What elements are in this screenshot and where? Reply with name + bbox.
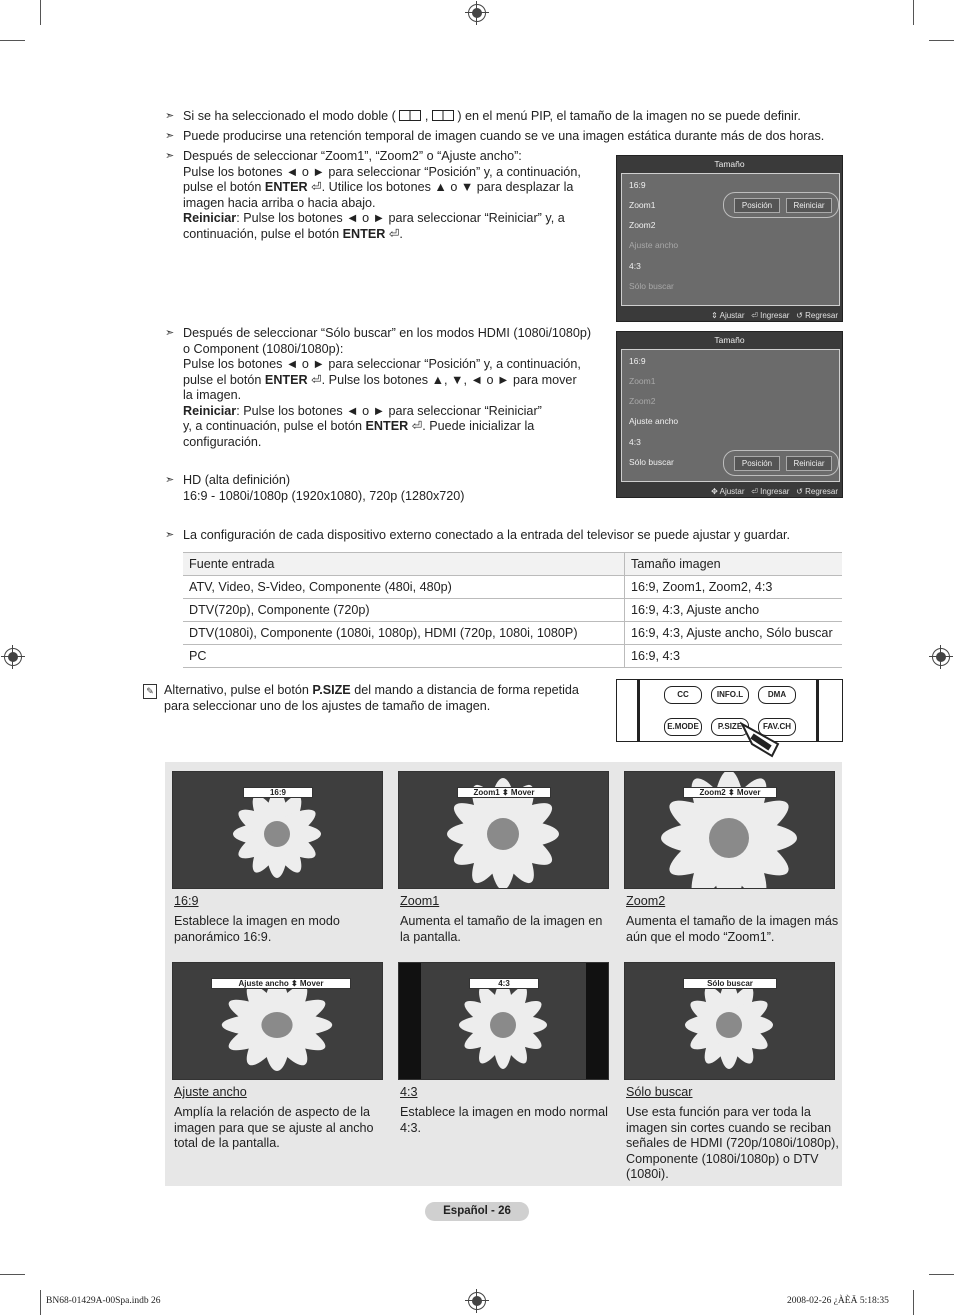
note-arrow-icon: ➣ [165,150,175,162]
mode-label: Zoom1 ⬍ Mover [457,787,551,798]
remote-cc-button[interactable]: CC [664,686,702,704]
osd-item[interactable]: 16:9 [629,356,646,366]
osd-size-menu-zoom [616,155,843,322]
osd-item: Zoom1 [629,376,656,386]
osd-list [621,173,840,306]
table-cell: 16:9, 4:3 [625,645,843,668]
table-cell: 16:9, 4:3, Ajuste ancho [625,599,843,622]
updown-icon: ⇕ [711,311,718,320]
osd-title: Tamaño [714,335,745,345]
table-cell: 16:9, Zoom1, Zoom2, 4:3 [625,576,843,599]
mode-label: Zoom2 ⬍ Mover [683,787,777,798]
mode-title: Zoom1 [400,894,440,908]
print-slug-right: 2008-02-26 ¿ÀÈÄ 5:18:35 [787,1296,889,1306]
table-header-row [183,553,842,576]
mode-title: Ajuste ancho [174,1085,247,1099]
osd-item[interactable]: Ajuste ancho [629,416,679,426]
mode-title: Sólo buscar [626,1085,693,1099]
mode-title: Zoom2 [626,894,666,908]
enter-icon: ⏎ [751,487,758,496]
enter-icon: ⏎ [388,226,400,241]
note-config: La configuración de cada dispositivo externo conectado a la entrada del televisor se puede ajustar y guardar. [183,528,790,542]
osd-item: Zoom2 [629,396,656,406]
osd-item: Sólo buscar [629,281,674,291]
remote-edge [816,679,819,742]
note-arrow-icon: ➣ [165,110,175,122]
note-retention: Puede producirse una retención temporal de imagen cuando se ve una imagen estática durante más de dos horas. [183,129,825,143]
note-arrow-icon: ➣ [165,327,175,339]
preview-zoom1-image [398,771,609,889]
remote-info-button[interactable]: INFO.L [711,686,749,704]
table-row [183,622,842,645]
position-button[interactable]: Posición [734,198,780,213]
osd-footer: ✥ Ajustar ⏎ Ingresar ↺ Regresar [711,487,838,496]
table-header: Tamaño imagen [625,553,843,576]
crop-mark [929,40,954,41]
osd-item: Ajuste ancho [629,240,679,250]
crop-mark [0,40,25,41]
table-cell: DTV(1080i), Componente (1080i, 1080p), HDMI (720p, 1080i, 1080P) [183,622,625,645]
registration-mark-icon [4,648,22,666]
remote-favch-button[interactable]: FAV.CH [758,718,796,736]
table-cell: PC [183,645,625,668]
mode-description: Establece la imagen en modo panorámico 16:9. [174,914,340,944]
print-slug-left: BN68-01429A-00Spa.indb 26 [46,1296,161,1306]
pointing-hand-icon [738,716,788,758]
remote-dma-button[interactable]: DMA [758,686,796,704]
pip-double-icon-2 [432,110,454,121]
preview-16-9-image [172,771,383,889]
crop-mark [40,1290,41,1315]
move-icon: ✥ [711,487,718,496]
enter-icon: ⏎ [311,180,322,194]
note-hd: HD (alta definición) 16:9 - 1080i/1080p (1920x1080), 720p (1280x720) [183,473,465,503]
enter-icon: ⏎ [411,419,423,433]
table-cell: ATV, Video, S-Video, Componente (480i, 480p) [183,576,625,599]
mode-description: Amplía la relación de aspecto de la imagen para que se ajuste al ancho total de la pantalla. [174,1105,374,1150]
note-arrow-icon: ➣ [165,130,175,142]
osd-item[interactable]: Zoom2 [629,220,656,230]
preview-zoom2-image [624,771,835,889]
mode-label: Sólo buscar [683,978,777,989]
reset-button[interactable]: Reiniciar [786,198,832,213]
remote-illustration [616,679,843,742]
note-pip: Si se ha seleccionado el modo doble ( , ) en el menú PIP, el tamaño de la imagen no se puede definir. [183,109,801,123]
pip-double-icon [399,110,421,121]
mode-label: Ajuste ancho ⬍ Mover [211,978,351,989]
mode-title: 4:3 [400,1085,418,1099]
note-memo-icon: ✎ [143,684,157,699]
position-popup [723,450,839,476]
mode-description: Use esta función para ver toda la imagen sin cortes cuando se reciban señales de HDMI (720p/1080i/1080p), Componente (1080i/1080p) o DTV (1080i). [626,1105,839,1181]
table-row [183,599,842,622]
note-screen-fit: Después de seleccionar “Sólo buscar” en los modos HDMI (1080i/1080p) o Component (1080i/1080p): Pulse los botones ◄ o ► para seleccionar “Posición” y, a continuación, pulse el botón ENTER ⏎. Pulse los botones ▲, ▼, ◄ o ► para mover la imagen. Reiniciar: Pulse los botones ◄ o ► para seleccionar “Reiniciar” y, a continuación, pulse el botón ENTER ⏎. Puede inicializar la configuración. [183,326,592,449]
table-cell: DTV(720p), Componente (720p) [183,599,625,622]
reset-button[interactable]: Reiniciar [786,456,832,471]
osd-title: Tamaño [714,159,745,169]
mode-description: Aumenta el tamaño de la imagen más aún que el modo “Zoom1”. [626,914,839,944]
osd-item[interactable]: 16:9 [629,180,646,190]
preview-screen-fit-image [624,962,835,1080]
position-button[interactable]: Posición [734,456,780,471]
crop-mark [40,0,41,25]
osd-footer: ⇕ Ajustar ⏎ Ingresar ↺ Regresar [711,311,838,320]
osd-item[interactable]: 4:3 [629,437,641,447]
note-zoom-position: Después de seleccionar “Zoom1”, “Zoom2” o “Ajuste ancho”: Pulse los botones ◄ o ► para seleccionar “Posición” y, a continuación, pulse el botón ENTER ⏎. Utilice los botones ▲ o ▼ para desplazar la imagen hacia arriba o hacia abajo. Reiniciar: Pulse los botones ◄ o ► para seleccionar “Reiniciar” y, a continuación, pulse el botón ENTER ⏎. [183,149,581,241]
note-arrow-icon: ➣ [165,529,175,541]
remote-edge [637,679,640,742]
preview-4-3-image [398,962,609,1080]
mode-description: Aumenta el tamaño de la imagen en la pantalla. [400,914,603,944]
note-psize: Alternativo, pulse el botón P.SIZE del mando a distancia de forma repetida para seleccionar uno de los ajustes de tamaño de imagen. [164,683,579,713]
crop-mark [929,1274,954,1275]
table-row [183,645,842,668]
mode-description: Establece la imagen en modo normal 4:3. [400,1105,608,1135]
osd-size-menu-screen-fit [616,331,843,498]
registration-mark-icon [468,1292,486,1310]
enter-icon: ⏎ [311,372,322,387]
registration-mark-icon [932,648,950,666]
osd-list [621,349,840,482]
crop-mark [913,0,914,25]
enter-icon: ⏎ [751,311,758,320]
remote-psize-button[interactable]: P.SIZE [711,718,749,736]
mode-title: 16:9 [174,894,199,908]
registration-mark-icon [468,4,486,22]
preview-wide-fit-image [172,962,383,1080]
size-modes-gallery [165,762,842,1186]
table-cell: 16:9, 4:3, Ajuste ancho, Sólo buscar [625,622,843,645]
note-arrow-icon: ➣ [165,474,175,486]
return-icon: ↺ [796,487,803,496]
mode-label: 4:3 [469,978,539,989]
mode-label: 16:9 [243,787,313,798]
osd-item[interactable]: Zoom1 [629,200,656,210]
crop-mark [0,1274,25,1275]
remote-emode-button[interactable]: E.MODE [664,718,702,736]
return-icon: ↺ [796,311,803,320]
position-popup [723,192,839,218]
page-number: Español - 26 [425,1202,529,1221]
crop-mark [913,1290,914,1315]
osd-item[interactable]: Sólo buscar [629,457,674,467]
osd-item[interactable]: 4:3 [629,261,641,271]
table-header: Fuente entrada [183,553,625,576]
table-row [183,576,842,599]
input-size-table [183,552,842,668]
